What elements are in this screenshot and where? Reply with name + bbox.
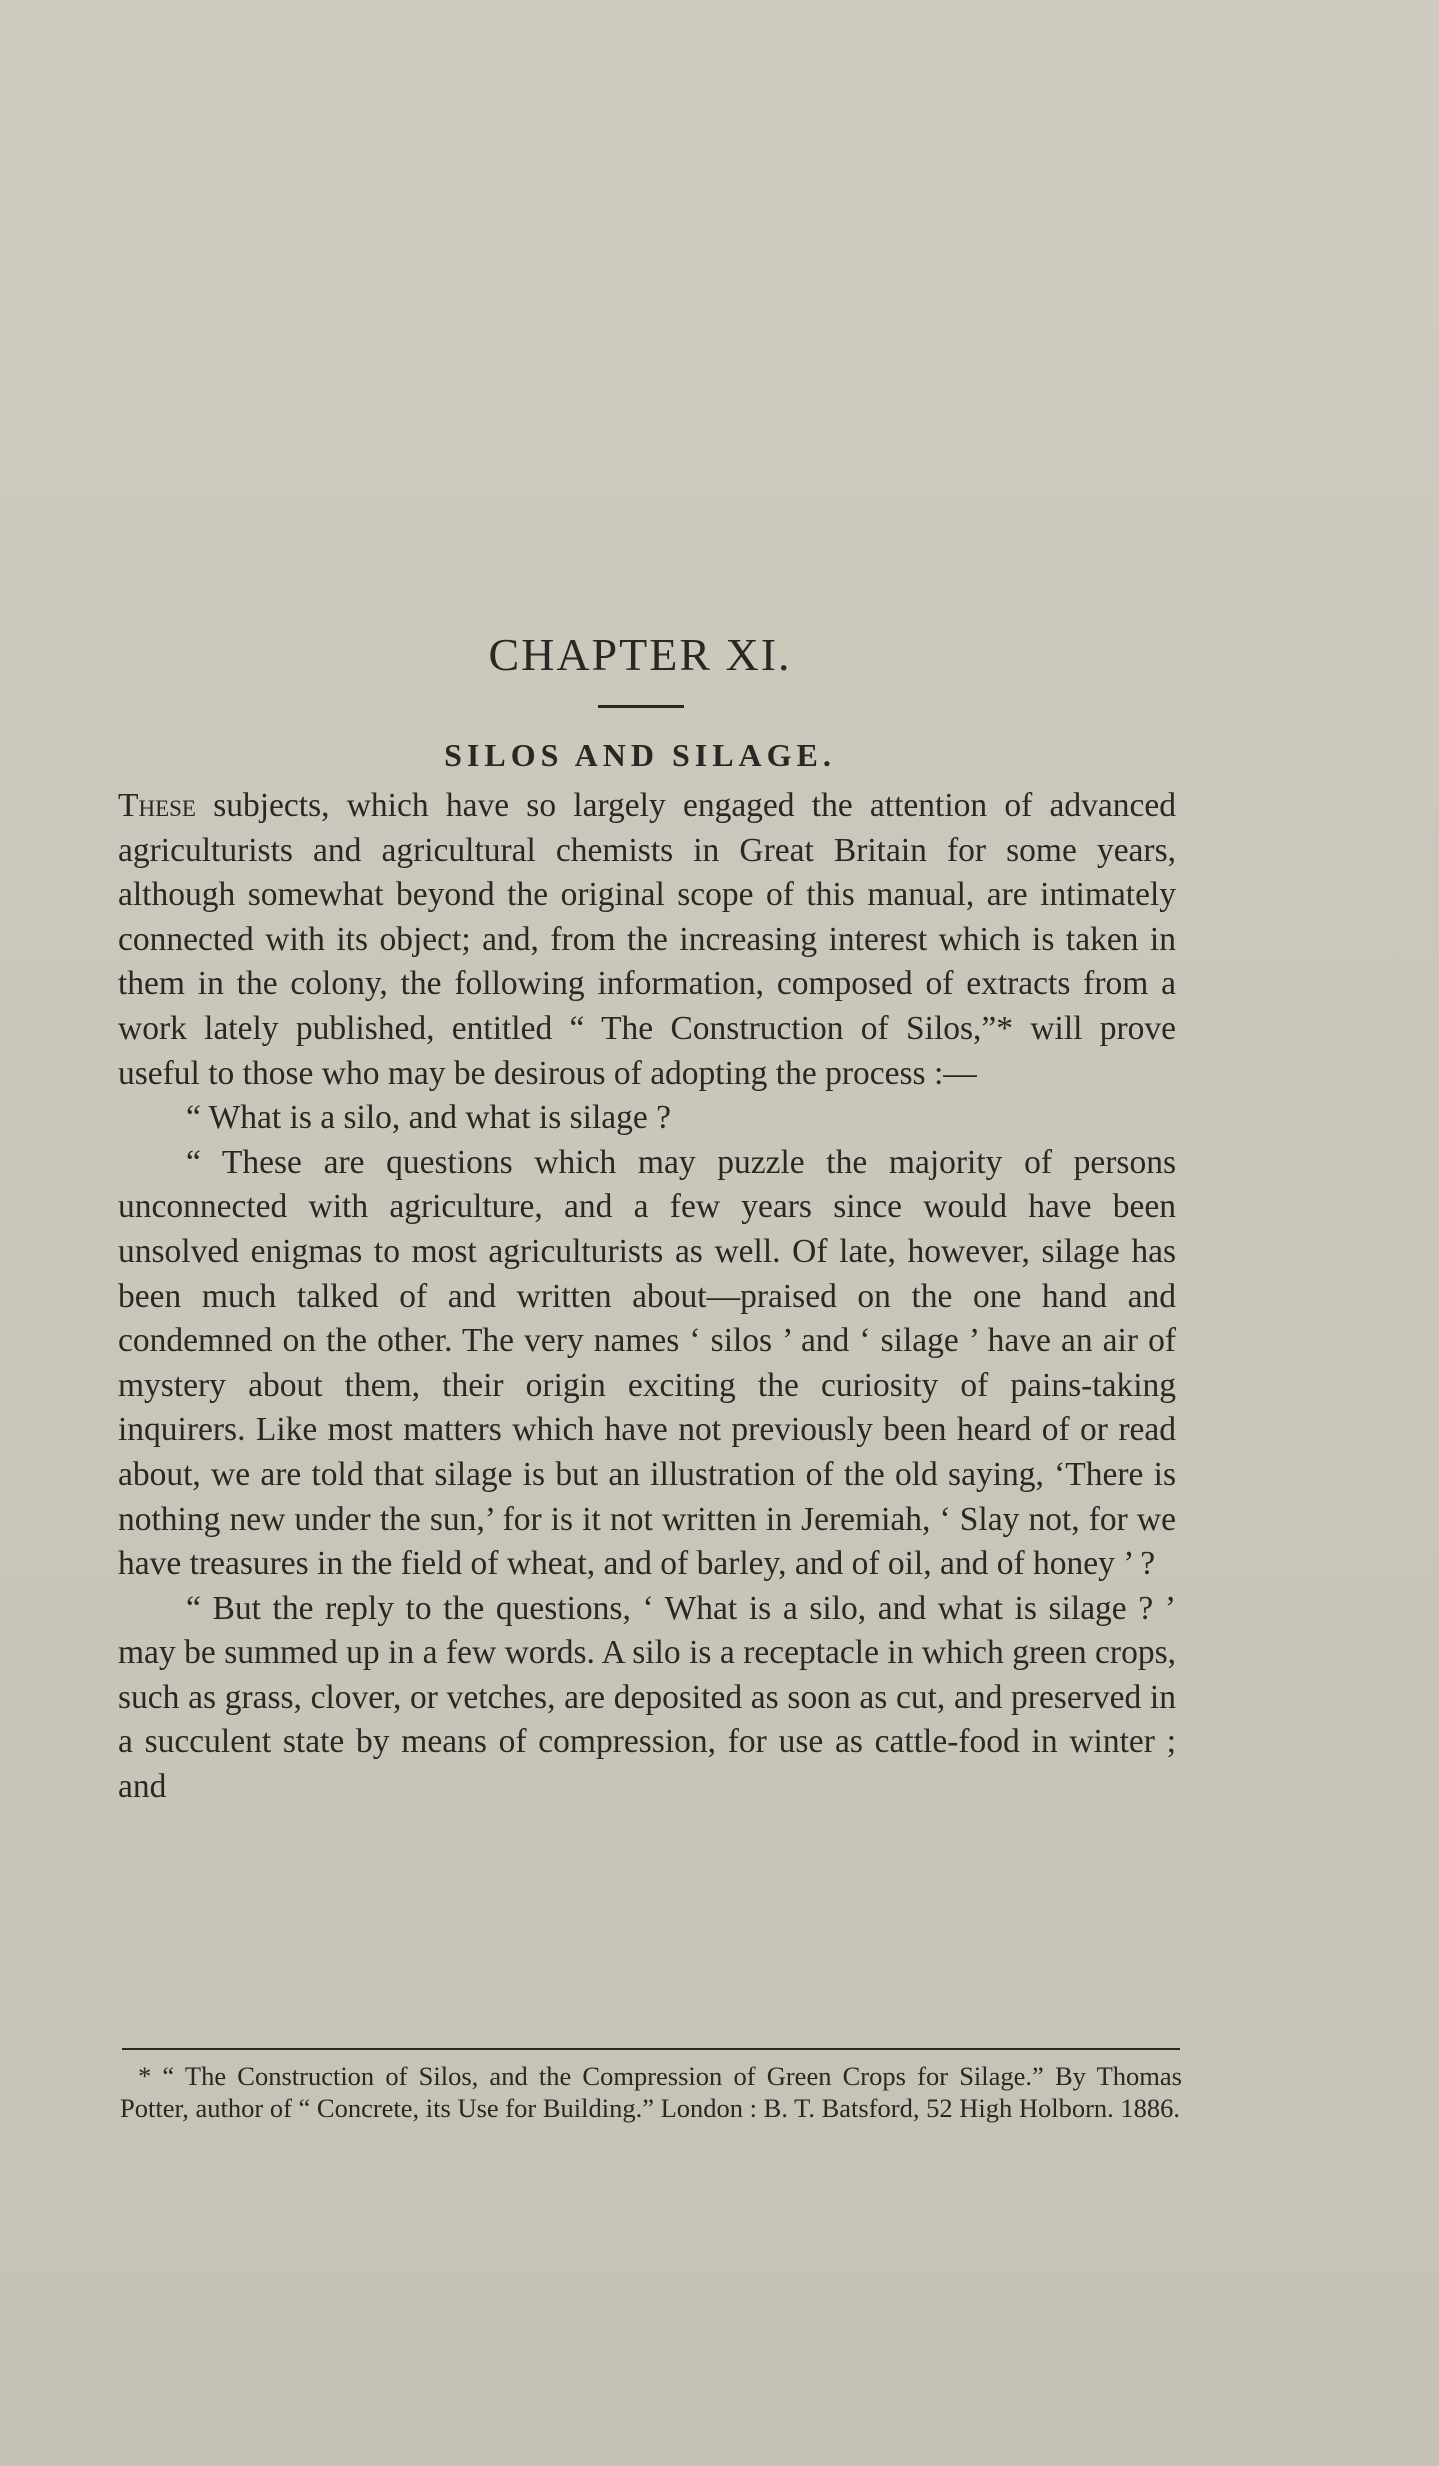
chapter-heading: CHAPTER XI.: [488, 629, 792, 680]
paragraph-3: “ These are questions which may puzzle the majority of persons unconnected with agriculture, and a few years since would have been unsolved enigmas to most agriculturists as well. Of late, however, silage has been much talked of and written about—praised on the one hand and condemned on the other. The very names ‘ silos ’ and ‘ silage ’ have an air of mystery about them, their origin exciting the curiosity of pains-taking inquirers. Like most matters which have not previously been heard of or read about, we are told that silage is but an illustration of the old saying, ‘There is nothing new under the sun,’ for is it not written in Jeremiah, ‘ Slay not, for we have treasures in the field of wheat, and of barley, and of oil, and of honey ’ ?: [118, 1143, 1176, 1583]
paragraph-4: “ But the reply to the questions, ‘ What is a silo, and what is silage ? ’ may be summed up in a few words. A silo is a receptacle in which green crops, such as grass, clover, or vetches, are deposited as soon as cut, and preserved in a succulent state by means of compression, for use as cattle-food in winter ; and: [118, 1589, 1176, 1806]
paragraph-2: “ What is a silo, and what is silage ?: [186, 1099, 672, 1137]
footnote: * “ The Construction of Silos, and the Compression of Green Crops for Silage.” By Thomas Potter, author of “ Concrete, its Use for Building.” London : B. T. Batsford, 52 High Holborn. 1886.: [120, 2061, 1182, 2123]
heading-divider: [598, 705, 684, 708]
paragraph-1-lead: These: [118, 787, 196, 824]
paragraph-1-text: subjects, which have so largely engaged the attention of advanced agriculturists and agricultural chemists in Great Britain for some years, although somewhat beyond the original scope of this manual, are intimately connected with its object; and, from the increasing interest which is taken in them in the colony, the following information, composed of extracts from a work lately published, entitled “ The Construction of Silos,”* will prove useful to those who may be desirous of adopting the process :—: [118, 787, 1176, 1092]
body-text: [118, 784, 1176, 1810]
footnote-divider: [122, 2048, 1180, 2050]
section-title: SILOS AND SILAGE.: [444, 737, 836, 773]
paragraph-1: [118, 784, 1176, 1096]
